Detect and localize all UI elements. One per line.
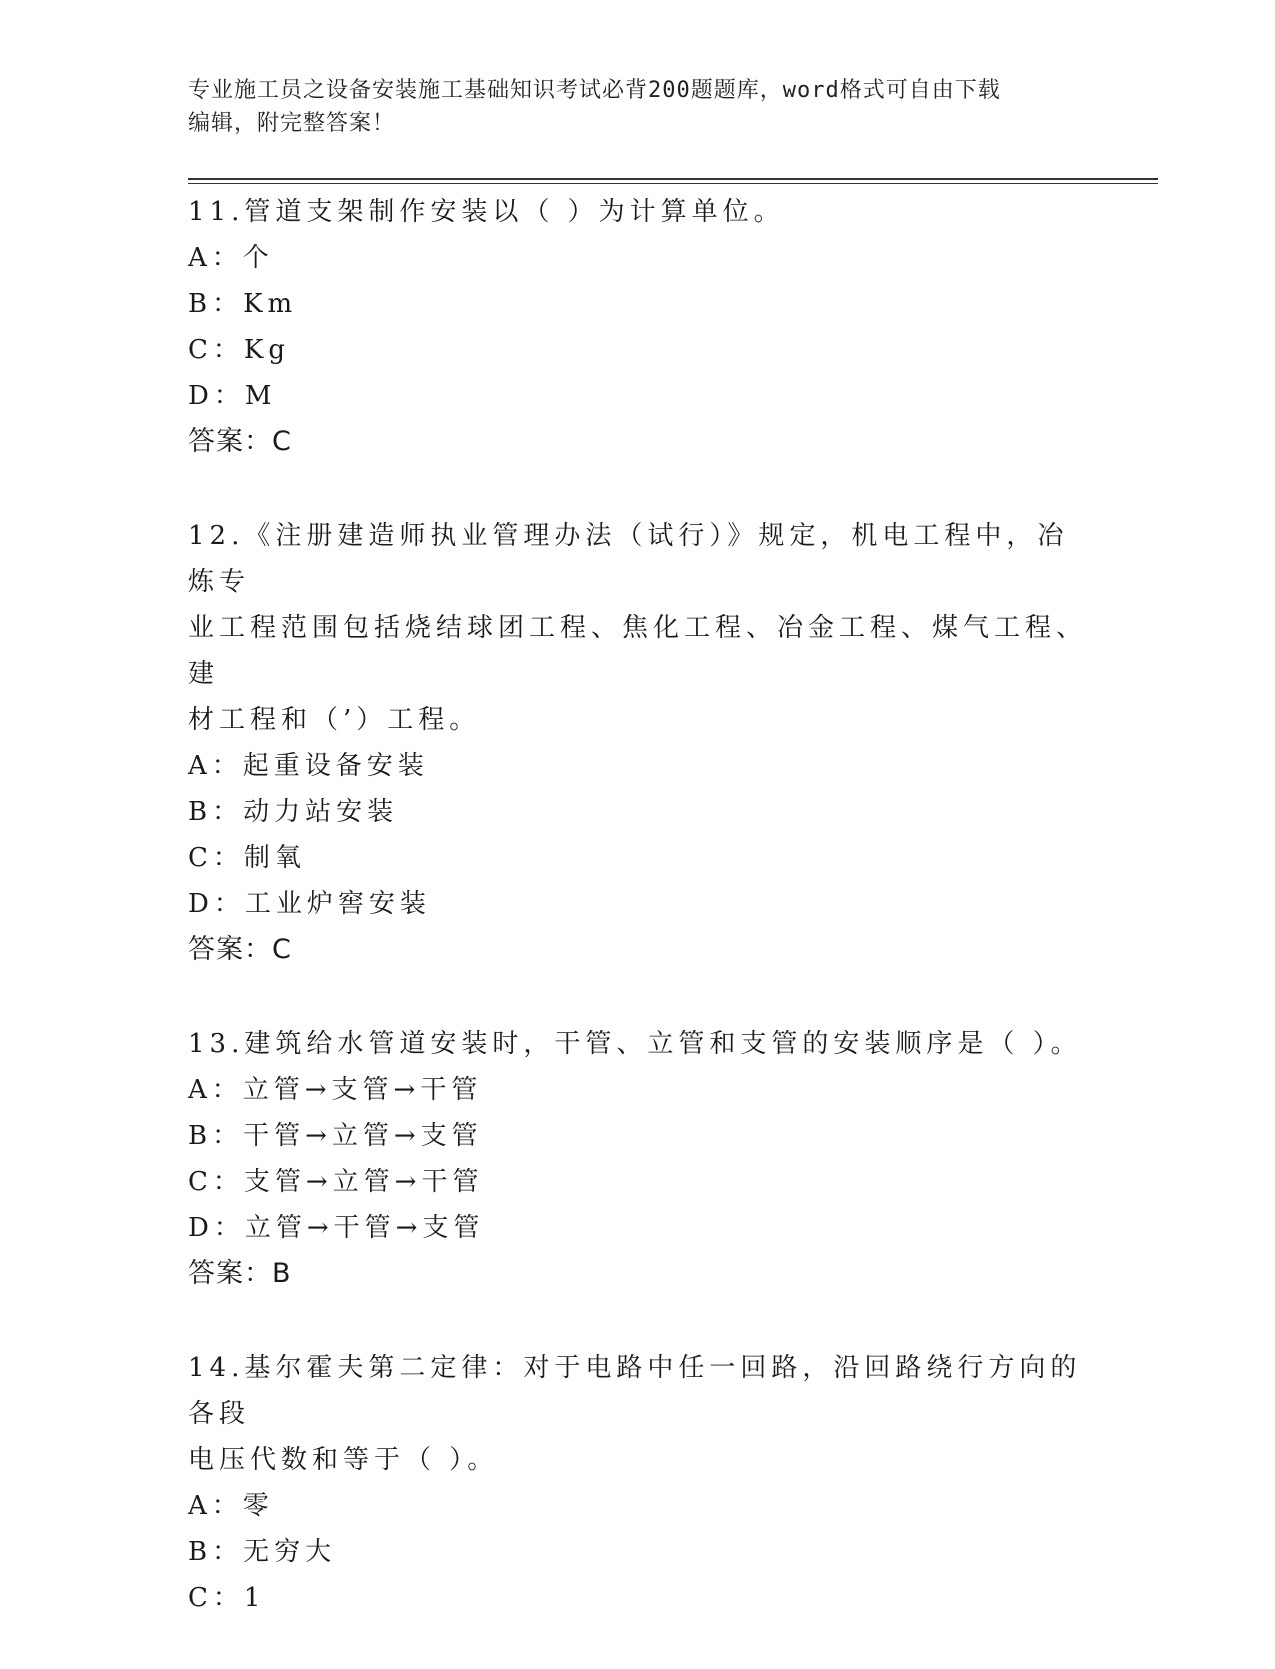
- option-b: B：无穷大: [188, 1537, 337, 1567]
- document-header: [188, 74, 1088, 140]
- question-11: [188, 189, 1088, 465]
- answer-label: 答案：C: [188, 934, 292, 965]
- option-c: C：支管→立管→干管: [188, 1167, 484, 1197]
- option-d: D：工业炉窖安装: [188, 889, 431, 919]
- question-12: [188, 513, 1088, 973]
- option-a: A：零: [188, 1491, 274, 1521]
- question-stem: 14.基尔霍夫第二定律：对于电路中任一回路，沿回路绕行方向的各段: [188, 1353, 1082, 1429]
- option-a: A：个: [188, 243, 274, 273]
- answer-label: 答案：C: [188, 426, 292, 457]
- question-stem: 业工程范围包括烧结球团工程、焦化工程、冶金工程、煤气工程、建: [188, 613, 1088, 689]
- option-b: B：动力站安装: [188, 797, 399, 827]
- option-c: C：1: [188, 1583, 266, 1613]
- question-14: [188, 1345, 1088, 1621]
- option-a: A：起重设备安装: [188, 751, 429, 781]
- option-c: C：制氧: [188, 843, 306, 873]
- question-13: [188, 1021, 1088, 1297]
- option-c: C：Kg: [188, 335, 290, 365]
- question-stem: 12.《注册建造师执业管理办法（试行）》规定，机电工程中，冶炼专: [188, 521, 1069, 597]
- question-stem: 材工程和（’）工程。: [188, 705, 481, 735]
- question-stem: 电压代数和等于（ ）。: [188, 1445, 499, 1475]
- option-d: D：M: [188, 381, 277, 411]
- option-b: B：Km: [188, 289, 298, 319]
- answer-label: 答案：B: [188, 1258, 292, 1289]
- header-divider-thick: [188, 178, 1158, 180]
- option-a: A：立管→支管→干管: [188, 1075, 483, 1105]
- header-line-2: 编辑，附完整答案！: [188, 111, 396, 136]
- header-divider-thin: [188, 183, 1158, 184]
- option-d: D：立管→干管→支管: [188, 1213, 485, 1243]
- header-line-1: 专业施工员之设备安装施工基础知识考试必背200题题库，word格式可自由下载: [188, 78, 1001, 103]
- question-list: [188, 189, 1088, 1669]
- question-stem: 11.管道支架制作安装以（ ）为计算单位。: [188, 197, 785, 227]
- option-b: B：干管→立管→支管: [188, 1121, 483, 1151]
- question-stem: 13.建筑给水管道安装时，干管、立管和支管的安装顺序是（ ）。: [188, 1029, 1082, 1059]
